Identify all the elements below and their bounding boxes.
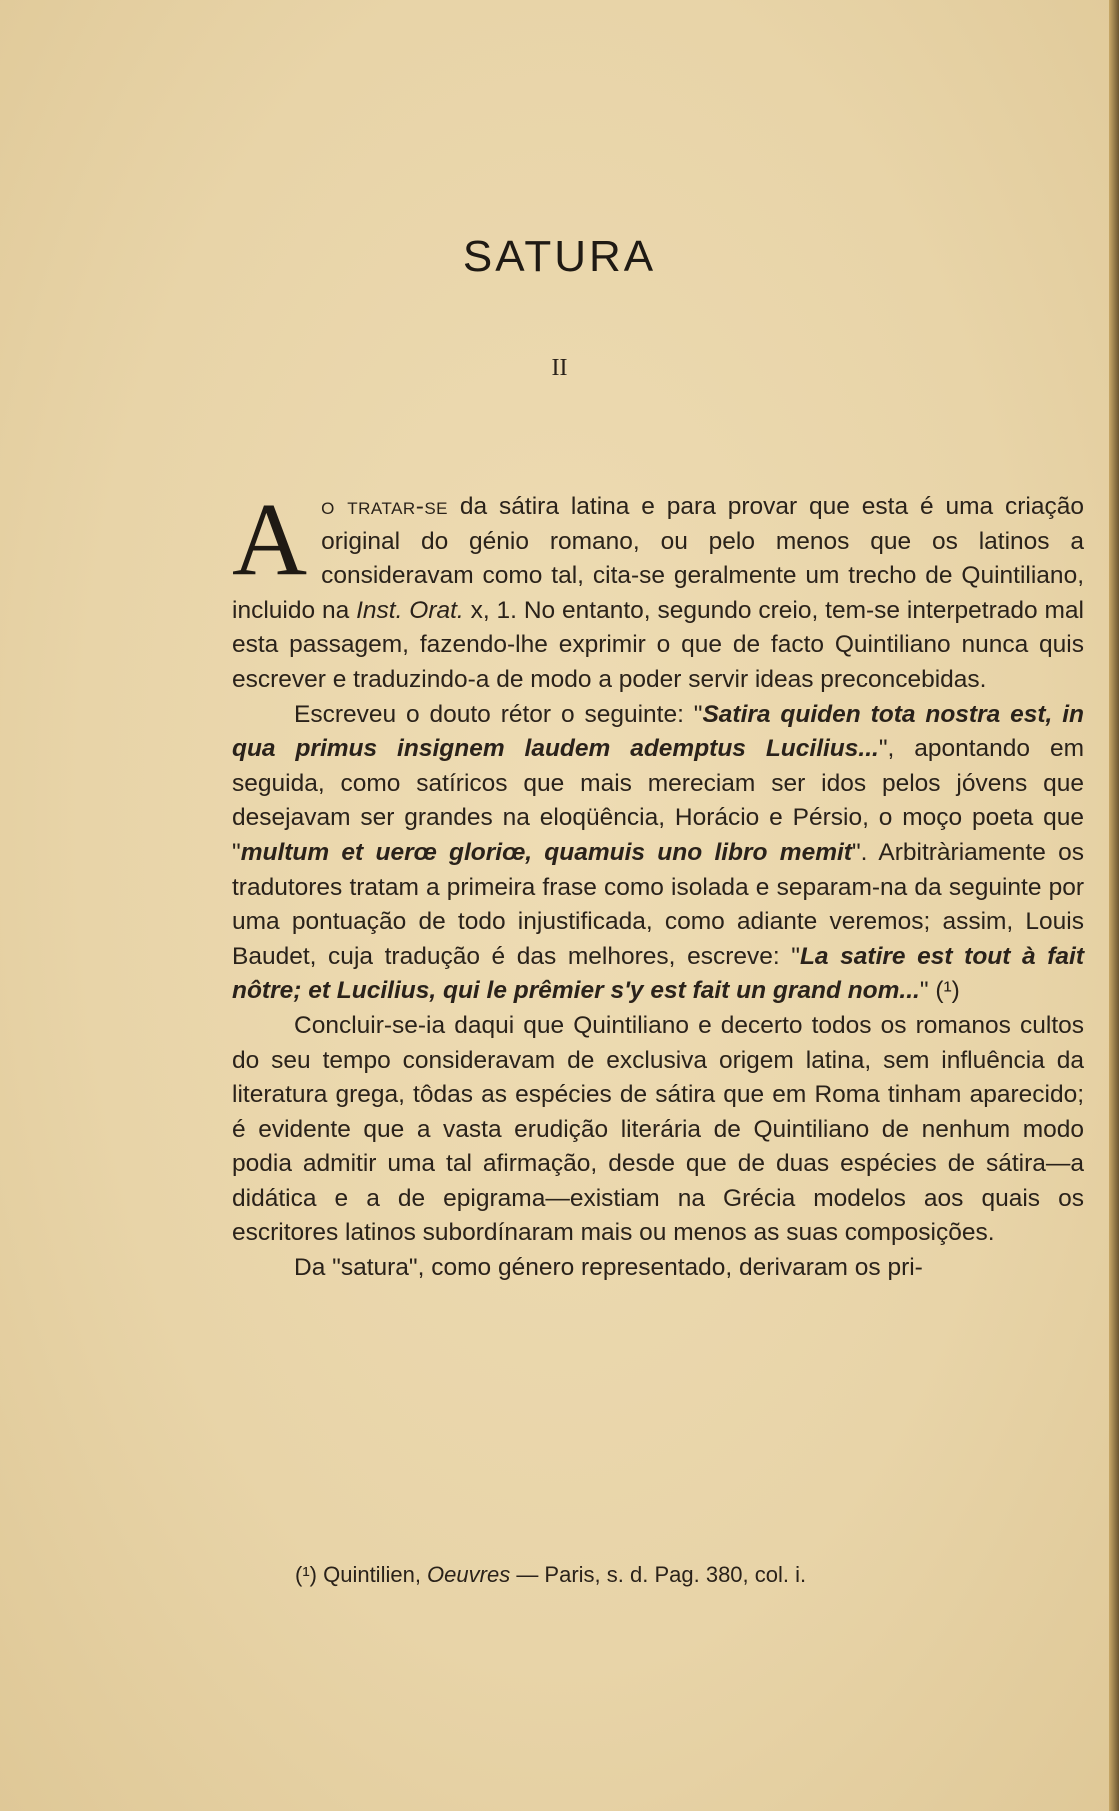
section-number [0, 355, 1119, 382]
section-number-text: II [551, 355, 568, 381]
latin-quote-1: Satira quiden tota nostra est, in qua primus insignem laudem ademptus Lucilius... [232, 700, 1084, 763]
citation-ref: Inst. Orat. [356, 596, 464, 624]
paragraph-2-text-c: ". Arbitràriamente os tradutores tratam a primeira frase como isolada e separam-na da seguinte por uma pontuação de todo injustificada, como adiante veremos; assim, Louis Baudet, cuja tradução é das melhores, escreve: " [232, 838, 1084, 970]
paragraph-1-text-a: da sátira latina e para provar que esta é uma criação original do génio romano, ou pelo menos que os latinos a consideravam como tal, cita-se geralmente um trecho de Quintiliano, incluido na [232, 493, 1084, 624]
footnote [295, 1562, 806, 1588]
latin-quote-2: multum et uerœ gloriœ, quamuis uno libro memit [240, 838, 852, 866]
lead-small-caps: o tratar-se [321, 493, 449, 520]
paragraph-4: Da "satura", como género representado, derivaram os pri- [294, 1254, 923, 1282]
footnote-text-a: Quintilien, [316, 1562, 428, 1587]
paragraph-1-text-b: x, 1. No entanto, segundo creio, tem-se interpetrado mal esta passagem, fazendo-lhe exprimir o que de facto Quintiliano nunca quis escrever e traduzindo-a de modo a poder servir ideas preconcebidas. [232, 596, 1084, 693]
chapter-title: SATURA [462, 232, 657, 281]
drop-cap: A [232, 482, 308, 597]
footnote-marker: (¹) [295, 1562, 317, 1587]
footnote-work-title: Oeuvres [427, 1562, 511, 1587]
paragraph-2-text-b: ", apontando em seguida, como satíricos que mais mereciam ser idos pelos jóvens que desejavam ser grandes na eloqüência, Horácio e Pérsio, o moço poeta que " [232, 735, 1084, 866]
paragraph-2-text-a: Escreveu o douto rétor o seguinte: " [294, 700, 703, 728]
paragraph-3: Concluir-se-ia daqui que Quintiliano e decerto todos os romanos cultos do seu tempo consideravam de exclusiva origem latina, sem influência da literatura grega, tôdas as espécies de sátira que em Roma tinham aparecido; é evidente que a vasta erudição literária de Quintiliano de nenhum modo podia admitir uma tal afirmação, desde que de duas espécies de sátira—a didática e a de epigrama—existiam na Grécia modelos aos quais os escritores latinos subordínaram mais ou menos as suas composições. [232, 1011, 1084, 1247]
paragraph-1 [232, 482, 1084, 698]
paragraph-2-text-d: " (¹) [919, 977, 960, 1005]
footnote-text-b: — Paris, s. d. Pag. 380, col. i. [510, 1562, 807, 1587]
body-text [232, 482, 1084, 1286]
paragraph-2 [232, 698, 1084, 1009]
french-quote: La satire est tout à fait nôtre; et Lucilius, qui le prêmier s'y est fait un grand nom... [232, 942, 1084, 1005]
